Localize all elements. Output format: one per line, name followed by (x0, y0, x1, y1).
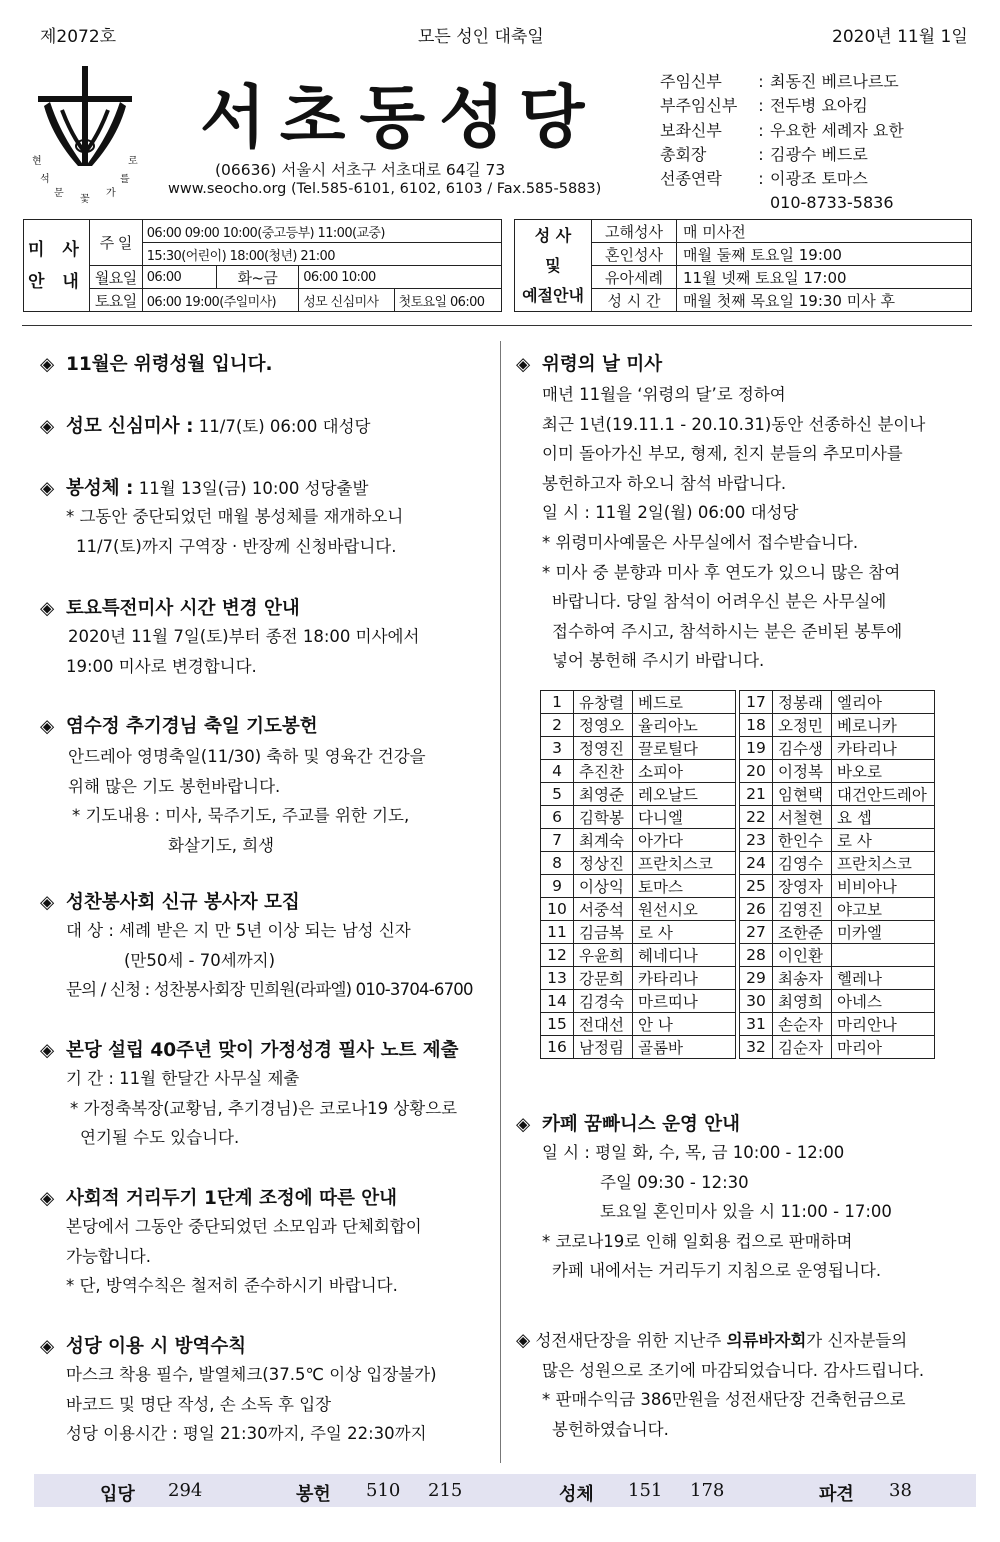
sunday-label: 주 일 (89, 220, 142, 266)
sacrament-name: 혼인성사 (592, 243, 677, 266)
deceased-name: 김경숙 (574, 990, 633, 1013)
deceased-name: 유창렬 (574, 691, 633, 714)
table-row (541, 1013, 935, 1036)
notice-body: 본당에서 그동안 중단되었던 소모임과 단체회합이 가능합니다. * 단, 방역수칙은 철저히 준수하시기 바랍니다. (66, 1217, 422, 1296)
notice-title: ◈ 위령의 날 미사 (516, 354, 663, 375)
notice-title: ◈ 카페 꿈빠니스 운영 안내 (516, 1114, 741, 1135)
table-row (541, 921, 935, 944)
deceased-bap: 카타리나 (633, 967, 736, 990)
staff-row: 주임신부 : 최동진 베르나르도 (660, 72, 899, 91)
logo-text: 를 (120, 174, 130, 185)
deceased-no: 8 (541, 852, 574, 875)
divider (22, 325, 972, 326)
sacrament-value: 매 미사전 (677, 220, 972, 243)
deceased-name: 최영희 (773, 990, 832, 1013)
table-row (541, 990, 935, 1013)
deceased-no: 25 (740, 875, 773, 898)
deceased-no: 23 (740, 829, 773, 852)
deceased-bap: 아네스 (832, 990, 935, 1013)
deceased-bap: 로 사 (832, 829, 935, 852)
deceased-name: 우윤희 (574, 944, 633, 967)
deceased-bap: 마르띠나 (633, 990, 736, 1013)
sacrament-name: 유아세례 (592, 266, 677, 289)
deceased-no: 24 (740, 852, 773, 875)
deceased-no: 13 (541, 967, 574, 990)
logo-text: 현 (32, 156, 42, 167)
deceased-name: 최송자 (773, 967, 832, 990)
deceased-name: 김금복 (574, 921, 633, 944)
communion-label: 성체 (559, 1484, 594, 1505)
deceased-name: 강문희 (574, 967, 633, 990)
deceased-no: 17 (740, 691, 773, 714)
deceased-name: 정영진 (574, 737, 633, 760)
table-row (541, 829, 935, 852)
deceased-table (540, 690, 935, 1059)
deceased-bap (832, 944, 935, 967)
deceased-bap: 헤네디나 (633, 944, 736, 967)
deceased-name: 손순자 (773, 1013, 832, 1036)
dismissal-label: 파견 (819, 1484, 854, 1505)
monday-time: 06:00 (142, 266, 216, 289)
monday-label: 월요일 (89, 266, 142, 289)
sacrament-name: 성 시 간 (592, 289, 677, 312)
deceased-name: 김영수 (773, 852, 832, 875)
deceased-name: 김수생 (773, 737, 832, 760)
deceased-bap: 베드로 (633, 691, 736, 714)
deceased-bap: 로 사 (633, 921, 736, 944)
deceased-no: 32 (740, 1036, 773, 1059)
staff-list (660, 70, 904, 216)
entry-value: 294 (168, 1480, 203, 1501)
dismissal-value: 38 (889, 1480, 912, 1501)
communion-value-2: 178 (690, 1480, 725, 1501)
staff-row: 010-8733-5836 (770, 193, 894, 213)
staff-row: 선종연락 : 이광조 토마스 (660, 169, 868, 189)
notice-title: ◈ 염수정 추기경님 축일 기도봉헌 (40, 716, 318, 737)
notice-title: ◈ 성모 신심미사 : 11/7(토) 06:00 대성당 (40, 416, 371, 437)
deceased-bap: 골롬바 (633, 1036, 736, 1059)
weekday-time: 06:00 10:00 (299, 266, 502, 289)
notice-body: 마스크 착용 필수, 발열체크(37.5℃ 이상 입장불가) 바코드 및 명단 작성, 손 소독 후 입장 성당 이용시간 : 평일 21:30까지, 주일 22:30까지 (66, 1365, 437, 1444)
deceased-no: 21 (740, 783, 773, 806)
mass-label: 미 사 안 내 (24, 220, 90, 312)
table-row (541, 691, 935, 714)
sacrament-name: 고해성사 (592, 220, 677, 243)
deceased-bap: 대건안드레아 (832, 783, 935, 806)
deceased-name: 정봉래 (773, 691, 832, 714)
notice-body: 2020년 11월 7일(토)부터 종전 18:00 미사에서 19:00 미사로 변경합니다. (66, 627, 420, 676)
deceased-name: 최영준 (574, 783, 633, 806)
deceased-bap: 프란치스코 (633, 852, 736, 875)
deceased-no: 2 (541, 714, 574, 737)
saturday-label: 토요일 (89, 289, 142, 312)
deceased-no: 7 (541, 829, 574, 852)
deceased-bap: 소피아 (633, 760, 736, 783)
deceased-bap: 원선시오 (633, 898, 736, 921)
deceased-name: 정영오 (574, 714, 633, 737)
notice-body: 일 시 : 평일 화, 수, 목, 금 10:00 - 12:00 주일 09:30 - 12:30 토요일 혼인미사 있을 시 11:00 - 17:00 * 코로나19로 인해 일회용 컵으로 판매하며 카페 내에서는 거리두기 지침으로 운영됩니다. (542, 1143, 892, 1281)
deceased-name: 장영자 (773, 875, 832, 898)
notice-title: ◈ 11월은 위령성월 입니다. (40, 354, 273, 375)
church-contact: www.seocho.org (Tel.585-6101, 6102, 6103 / Fax.585-5883) (168, 181, 602, 197)
saturday-marian: 성모 신심미사 (299, 289, 394, 312)
deceased-no: 14 (541, 990, 574, 1013)
offer-label: 봉헌 (296, 1484, 331, 1505)
table-row (541, 944, 935, 967)
logo-text: 석 (40, 174, 50, 185)
feast-name: 모든 성인 대축일 (418, 27, 544, 47)
deceased-bap: 비비아나 (832, 875, 935, 898)
logo-text: 로 (128, 156, 138, 167)
deceased-bap: 레오날드 (633, 783, 736, 806)
deceased-name: 남정림 (574, 1036, 633, 1059)
deceased-bap: 미카엘 (832, 921, 935, 944)
deceased-no: 18 (740, 714, 773, 737)
deceased-bap: 아가다 (633, 829, 736, 852)
deceased-no: 10 (541, 898, 574, 921)
issue-number: 제2072호 (40, 27, 117, 47)
issue-date: 2020년 11월 1일 (832, 27, 968, 47)
deceased-no: 30 (740, 990, 773, 1013)
deceased-no: 29 (740, 967, 773, 990)
deceased-no: 6 (541, 806, 574, 829)
table-row (541, 1036, 935, 1059)
church-logo (28, 66, 146, 204)
mass-schedule-table (23, 219, 502, 312)
deceased-bap: 다니엘 (633, 806, 736, 829)
sunday-times-2: 15:30(어린이) 18:00(청년) 21:00 (142, 243, 501, 266)
notice-title: ◈ 봉성체 : 11월 13일(금) 10:00 성당출발 (40, 478, 369, 499)
deceased-no: 9 (541, 875, 574, 898)
table-row (541, 898, 935, 921)
deceased-no: 5 (541, 783, 574, 806)
logo-text: 문 (54, 188, 64, 199)
notice-body: 기 간 : 11월 한달간 사무실 제출 * 가정축복장(교황님, 추기경님)은 코로나19 상황으로 연기될 수도 있습니다. (66, 1069, 458, 1148)
deceased-no: 4 (541, 760, 574, 783)
notice-body: 안드레아 영명축일(11/30) 축하 및 영육간 건강을 위해 많은 기도 봉헌바랍니다. * 기도내용 : 미사, 묵주기도, 주교를 위한 기도, 화살기도, 희생 (68, 747, 426, 855)
deceased-bap: 율리아노 (633, 714, 736, 737)
sacrament-value: 11월 넷째 토요일 17:00 (677, 266, 972, 289)
deceased-bap: 야고보 (832, 898, 935, 921)
table-row (541, 875, 935, 898)
deceased-name: 임현택 (773, 783, 832, 806)
staff-row: 부주임신부 : 전두병 요아킴 (660, 96, 868, 116)
communion-value-1: 151 (628, 1480, 663, 1501)
deceased-bap: 마리아 (832, 1036, 935, 1059)
sacrament-label: 성 사 및 예절안내 (515, 220, 592, 312)
deceased-bap: 엘리아 (832, 691, 935, 714)
deceased-name: 이상익 (574, 875, 633, 898)
deceased-no: 19 (740, 737, 773, 760)
table-row (541, 714, 935, 737)
deceased-bap: 요 셉 (832, 806, 935, 829)
deceased-name: 전대선 (574, 1013, 633, 1036)
bazaar-notice: ◈ 성전새단장을 위한 지난주 의류바자회가 신자분들의 많은 성원으로 조기에 마감되었습니다. 감사드립니다. * 판매수익금 386만원을 성전새단장 건축헌금으로 봉헌하였습니다. (516, 1330, 925, 1439)
deceased-bap: 끌로틸다 (633, 737, 736, 760)
deceased-name: 이인환 (773, 944, 832, 967)
deceased-name: 김순자 (773, 1036, 832, 1059)
deceased-no: 22 (740, 806, 773, 829)
offer-value-2: 215 (428, 1480, 463, 1501)
deceased-name: 김학봉 (574, 806, 633, 829)
logo-text: 가 (106, 188, 116, 199)
deceased-name: 이정복 (773, 760, 832, 783)
offer-value-1: 510 (366, 1480, 401, 1501)
sacrament-table (514, 219, 972, 312)
deceased-name: 오정민 (773, 714, 832, 737)
table-row (541, 760, 935, 783)
deceased-bap: 바오로 (832, 760, 935, 783)
logo-text: 꽃 (80, 194, 90, 205)
deceased-name: 김영진 (773, 898, 832, 921)
deceased-bap: 카타리나 (832, 737, 935, 760)
deceased-bap: 토마스 (633, 875, 736, 898)
church-address: (06636) 서울시 서초구 서초대로 64길 73 (215, 161, 506, 179)
notice-title: ◈ 토요특전미사 시간 변경 안내 (40, 598, 300, 619)
notice-title: ◈ 본당 설립 40주년 맞이 가정성경 필사 노트 제출 (40, 1040, 459, 1061)
deceased-no: 3 (541, 737, 574, 760)
deceased-name: 정상진 (574, 852, 633, 875)
deceased-no: 28 (740, 944, 773, 967)
deceased-bap: 프란치스코 (832, 852, 935, 875)
notice-title: ◈ 성찬봉사회 신규 봉사자 모집 (40, 892, 300, 913)
deceased-name: 서중석 (574, 898, 633, 921)
deceased-no: 27 (740, 921, 773, 944)
table-row (541, 806, 935, 829)
entry-label: 입당 (100, 1484, 135, 1505)
notice-title: ◈ 성당 이용 시 방역수칙 (40, 1336, 247, 1357)
deceased-no: 16 (541, 1036, 574, 1059)
notice-body: 매년 11월을 ‘위령의 달’로 정하여 최근 1년(19.11.1 - 20.10.31)동안 선종하신 분이나 이미 돌아가신 부모, 형제, 친지 분들의 추모미사를 봉헌하고자 하오니 참석 바랍니다. 일 시 : 11월 2일(월) 06:00 대성당 * 위령미사예물은 사무실에서 접수받습니다. * 미사 중 분향과 미사 후 연도가 있으니 많은 참여 바랍니다. 당일 참석이 어려우신 분은 사무실에 접수하여 주시고, 참석하시는 분은 준비된 봉투에 넣어 봉헌해 주시기 바랍니다. (542, 385, 926, 671)
deceased-name: 한인수 (773, 829, 832, 852)
deceased-no: 20 (740, 760, 773, 783)
deceased-no: 31 (740, 1013, 773, 1036)
deceased-bap: 안 나 (633, 1013, 736, 1036)
deceased-name: 조한준 (773, 921, 832, 944)
notice-body: 대 상 : 세례 받은 지 만 5년 이상 되는 남성 신자 (만50세 - 70세까지) 문의 / 신청 : 성찬봉사회장 민희원(라파엘) 010-3704-6700 (66, 921, 473, 1000)
sunday-times-1: 06:00 09:00 10:00(중고등부) 11:00(교중) (142, 220, 501, 243)
deceased-no: 1 (541, 691, 574, 714)
deceased-no: 11 (541, 921, 574, 944)
table-row (541, 783, 935, 806)
deceased-name: 서철현 (773, 806, 832, 829)
notice-title: ◈ 사회적 거리두기 1단계 조정에 따른 안내 (40, 1188, 398, 1209)
saturday-time: 06:00 19:00(주일미사) (142, 289, 298, 312)
weekday-label: 화~금 (216, 266, 299, 289)
notice-body: * 그동안 중단되었던 매월 봉성체를 재개하오니 11/7(토)까지 구역장 · 반장께 신청바랍니다. (66, 507, 404, 556)
deceased-name: 최계숙 (574, 829, 633, 852)
deceased-bap: 마리안나 (832, 1013, 935, 1036)
sacrament-value: 매월 첫째 목요일 19:30 미사 후 (677, 289, 972, 312)
table-row (541, 852, 935, 875)
deceased-bap: 헬레나 (832, 967, 935, 990)
church-name: 서초동성당 (200, 79, 599, 158)
staff-row: 총회장 : 김광수 베드로 (660, 144, 868, 164)
staff-row: 보좌신부 : 우요한 세례자 요한 (660, 120, 904, 140)
deceased-no: 26 (740, 898, 773, 921)
deceased-name: 추진찬 (574, 760, 633, 783)
deceased-no: 15 (541, 1013, 574, 1036)
column-divider (500, 341, 501, 1463)
table-row (541, 737, 935, 760)
sacrament-value: 매월 둘째 토요일 19:00 (677, 243, 972, 266)
attendance-footer (34, 1474, 976, 1507)
table-row (541, 967, 935, 990)
deceased-bap: 베로니카 (832, 714, 935, 737)
saturday-first: 첫토요일 06:00 (394, 289, 501, 312)
deceased-no: 12 (541, 944, 574, 967)
